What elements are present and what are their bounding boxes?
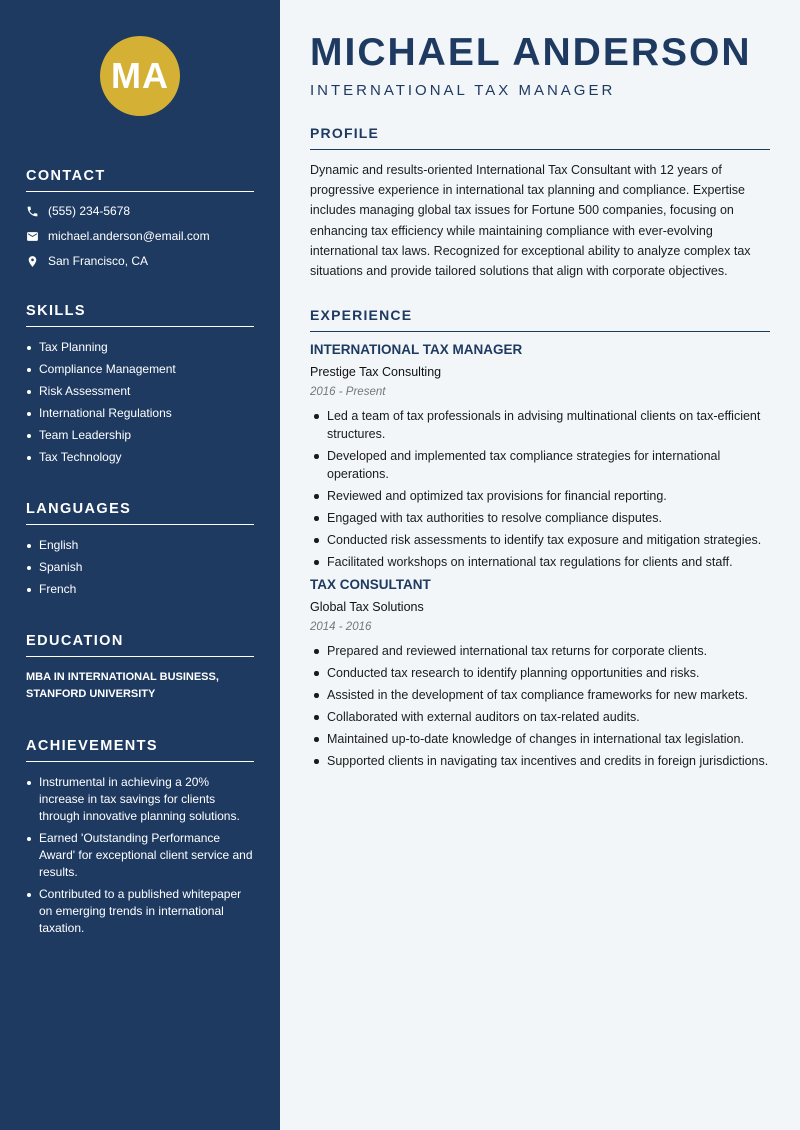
- location-pin-icon: [26, 255, 39, 268]
- language-item: French: [26, 581, 254, 598]
- location-text: San Francisco, CA: [48, 254, 149, 268]
- contact-location: [26, 254, 254, 268]
- experience-section: [310, 307, 770, 770]
- achievements-section: [26, 738, 254, 937]
- job-bullet: Led a team of tax professionals in advising multinational clients on tax-efficient structures.: [310, 407, 770, 443]
- skills-heading: SKILLS: [26, 303, 254, 327]
- achievements-heading: ACHIEVEMENTS: [26, 738, 254, 762]
- sidebar: [0, 0, 280, 1130]
- profile-text: Dynamic and results-oriented International Tax Consultant with 12 years of progressive experience in international tax planning and compliance. Expertise includes managing global tax issues for Fortune 500 companies, focusing on enhancing tax efficiency while maintaining compliance with ever-evolving international tax laws. Recognized for exceptional ability to analyze complex tax situations and provide tailored solutions that align with corporate objectives.: [310, 163, 751, 279]
- candidate-name: MICHAEL ANDERSON: [310, 31, 752, 74]
- job-bullet: Engaged with tax authorities to resolve compliance disputes.: [310, 509, 770, 527]
- job-bullet: Collaborated with external auditors on tax-related audits.: [310, 708, 770, 726]
- profile-section: [310, 125, 770, 281]
- profile-heading: PROFILE: [310, 125, 770, 150]
- contact-heading: CONTACT: [26, 168, 254, 192]
- skill-item: Team Leadership: [26, 427, 254, 444]
- main-content: [280, 0, 800, 1130]
- job-entry: [310, 577, 770, 770]
- language-item: English: [26, 537, 254, 554]
- skill-item: International Regulations: [26, 405, 254, 422]
- email-text[interactable]: michael.anderson@email.com: [48, 229, 210, 243]
- job-dates: 2016 - Present: [310, 386, 386, 399]
- contact-section: [26, 168, 254, 268]
- job-bullet: Conducted tax research to identify planning opportunities and risks.: [310, 664, 770, 682]
- contact-phone: [26, 204, 254, 218]
- job-bullet: Supported clients in navigating tax incentives and credits in foreign jurisdictions.: [310, 752, 770, 770]
- job-dates: 2014 - 2016: [310, 621, 372, 634]
- job-bullets: [310, 407, 770, 571]
- job-bullets: [310, 642, 770, 770]
- skills-section: [26, 303, 254, 466]
- job-bullet: Prepared and reviewed international tax returns for corporate clients.: [310, 642, 770, 660]
- education-heading: EDUCATION: [26, 633, 254, 657]
- email-icon: [26, 230, 39, 243]
- job-bullet: Developed and implemented tax compliance strategies for international operations.: [310, 447, 770, 483]
- job-title: INTERNATIONAL TAX MANAGER: [310, 342, 523, 358]
- achievement-item: Earned 'Outstanding Performance Award' for exceptional client service and results.: [26, 830, 254, 881]
- skill-item: Risk Assessment: [26, 383, 254, 400]
- experience-heading: EXPERIENCE: [310, 307, 770, 332]
- languages-heading: LANGUAGES: [26, 501, 254, 525]
- avatar: MA: [100, 36, 180, 116]
- skill-item: Tax Planning: [26, 339, 254, 356]
- job-entry: [310, 342, 770, 571]
- achievement-item: Instrumental in achieving a 20% increase in tax savings for clients through innovative planning solutions.: [26, 774, 254, 825]
- skills-list: [26, 339, 254, 466]
- achievement-item: Contributed to a published whitepaper on emerging trends in international taxation.: [26, 886, 254, 937]
- job-bullet: Facilitated workshops on international tax regulations for clients and staff.: [310, 553, 770, 571]
- job-title: TAX CONSULTANT: [310, 577, 431, 593]
- job-company: Prestige Tax Consulting: [310, 365, 442, 380]
- education-degree: MBA IN INTERNATIONAL BUSINESS, STANFORD UNIVERSITY: [26, 671, 219, 700]
- education-section: [26, 633, 254, 703]
- phone-text[interactable]: (555) 234-5678: [48, 204, 131, 218]
- languages-list: [26, 537, 254, 598]
- job-bullet: Reviewed and optimized tax provisions for financial reporting.: [310, 487, 770, 505]
- job-bullet: Conducted risk assessments to identify tax exposure and mitigation strategies.: [310, 531, 770, 549]
- skill-item: Tax Technology: [26, 449, 254, 466]
- phone-icon: [26, 205, 39, 218]
- language-item: Spanish: [26, 559, 254, 576]
- skill-item: Compliance Management: [26, 361, 254, 378]
- job-bullet: Maintained up-to-date knowledge of changes in international tax legislation.: [310, 730, 770, 748]
- job-company: Global Tax Solutions: [310, 600, 424, 615]
- achievements-list: [26, 774, 254, 937]
- job-bullet: Assisted in the development of tax compliance frameworks for new markets.: [310, 686, 770, 704]
- contact-email: [26, 229, 254, 243]
- languages-section: [26, 501, 254, 598]
- candidate-title: INTERNATIONAL TAX MANAGER: [310, 82, 616, 99]
